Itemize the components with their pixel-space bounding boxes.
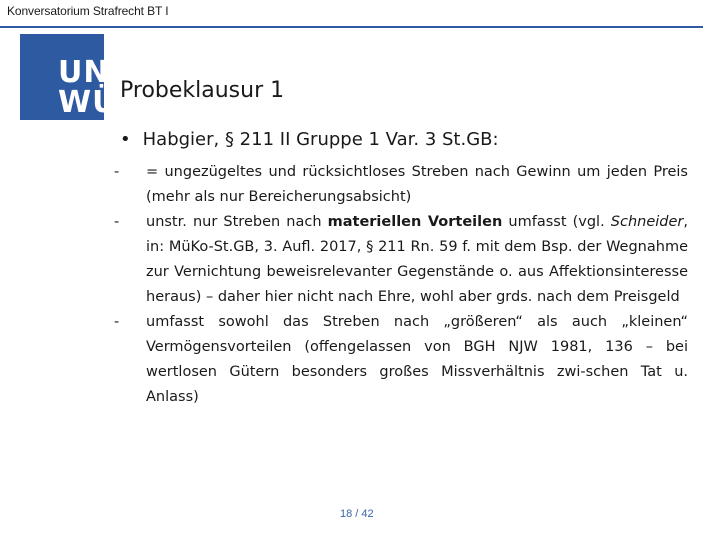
citation-author: Schneider bbox=[610, 214, 684, 230]
logo-line-2: WÜ bbox=[58, 85, 118, 120]
emphasis-bold: materiellen Vorteilen bbox=[327, 214, 503, 230]
dash-marker: - bbox=[114, 164, 120, 180]
list-item-text: = ungezügeltes und rücksichtloses Streben nach Gewinn um jeden Preis (mehr als nur Bereicherungsabsicht) bbox=[146, 164, 688, 205]
dash-marker: - bbox=[114, 314, 120, 330]
sub-item-list bbox=[114, 160, 688, 410]
main-bullet bbox=[120, 129, 499, 150]
list-item bbox=[114, 160, 688, 210]
text-segment: umfasst (vgl. bbox=[502, 214, 611, 230]
main-bullet-text: Habgier, § 211 II Gruppe 1 Var. 3 St.GB: bbox=[142, 129, 499, 150]
university-logo bbox=[20, 34, 122, 120]
dash-marker: - bbox=[114, 214, 120, 230]
list-item-text: umfasst sowohl das Streben nach „größeren“ als auch „kleinen“ Vermögensvorteilen (offengelassen von BGH NJW 1981, 136 – bei wertlosen Gütern besonders großes Missverhältnis zwi-schen Tat u. Anlass) bbox=[146, 314, 688, 405]
slide-title: Probeklausur 1 bbox=[120, 78, 285, 103]
text-segment: , in: MüKo-St.GB, 3. Aufl. 2017, § 211 Rn. 59 f. mit dem Bsp. der Wegnahme zur Vernichtung beweisrelevanter Gegenstände o. aus Affektionsinteresse heraus) – daher hier nicht nach Ehre, wohl aber grds. nach dem Preisgeld bbox=[146, 214, 688, 305]
header-title: Konversatorium Strafrecht BT I bbox=[7, 4, 169, 18]
text-segment: unstr. nur Streben nach bbox=[146, 214, 328, 230]
header-divider bbox=[0, 26, 703, 28]
list-item bbox=[114, 310, 688, 410]
list-item bbox=[114, 210, 688, 310]
bullet-icon: • bbox=[120, 129, 131, 150]
list-item-text bbox=[146, 210, 688, 310]
logo-line-1: UNI bbox=[58, 55, 122, 90]
page-number: 18 / 42 bbox=[340, 508, 374, 520]
